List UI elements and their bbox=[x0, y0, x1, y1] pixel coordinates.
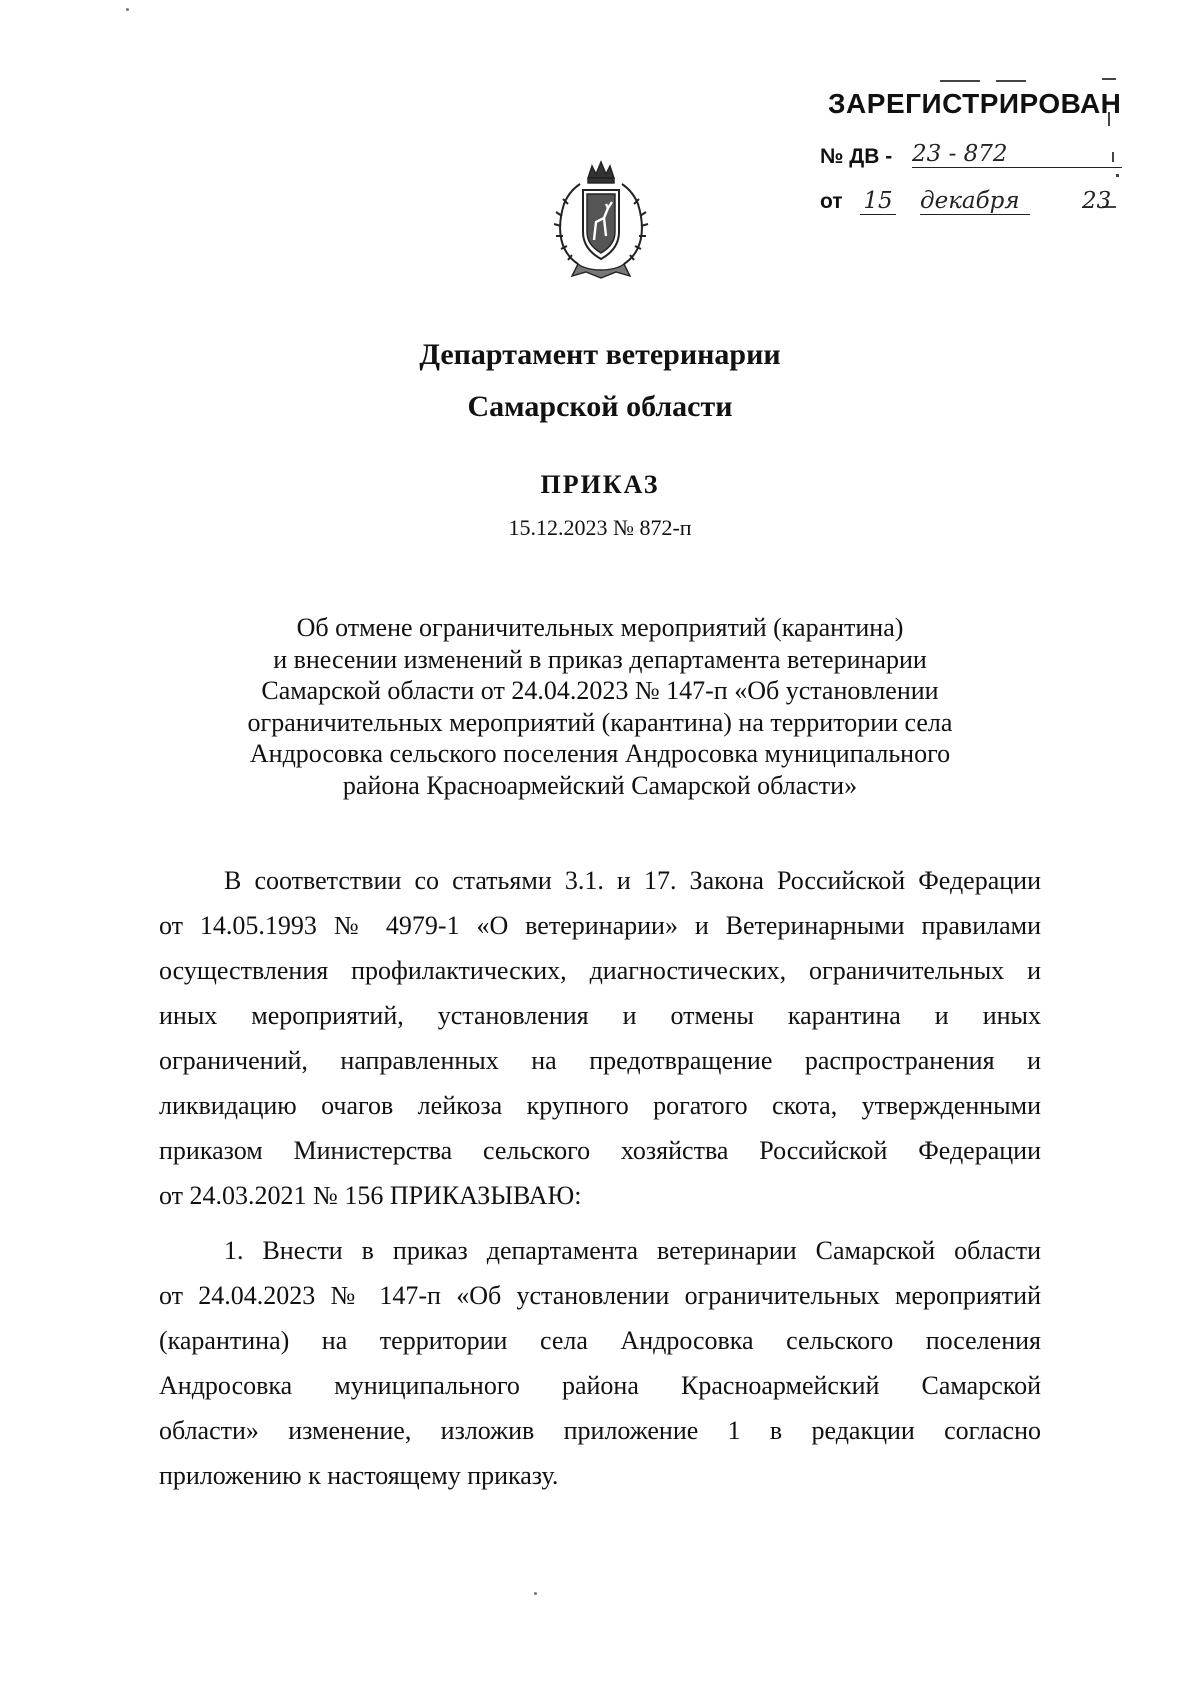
paragraph-line: от 14.05.1993 № 4979-1 «О ветеринарии» и Ветеринарными правилами bbox=[159, 911, 1041, 940]
paragraph-line: иных мероприятий, установления и отмены карантина и иных bbox=[159, 1001, 1041, 1030]
stamp-number-row bbox=[820, 141, 1008, 169]
subject-line: Самарской области от 24.04.2023 № 147-п «Об установлении bbox=[261, 676, 939, 705]
stamp-date-day: 15 bbox=[860, 188, 896, 215]
paragraph-line: ограничений, направленных на предотвращение распространения и bbox=[159, 1046, 1041, 1075]
stamp-date-row bbox=[820, 188, 1112, 214]
paragraph-line: от 24.03.2021 № 156 ПРИКАЗЫВАЮ: bbox=[159, 1181, 582, 1210]
stamp-date-month: декабря bbox=[920, 188, 1030, 215]
paragraph-line: 1. Внести в приказ департамента ветеринарии Самарской области bbox=[224, 1236, 1041, 1265]
paragraph-line: осуществления профилактических, диагностических, ограничительных и bbox=[159, 956, 1041, 985]
order-date-number: 15.12.2023 № 872-п bbox=[508, 515, 692, 540]
department-name-line2: Самарской области bbox=[467, 390, 733, 423]
preamble-paragraph bbox=[159, 858, 1041, 1218]
subject-line: района Красноармейский Самарской области» bbox=[342, 770, 858, 800]
coat-of-arms-drawing bbox=[548, 160, 654, 286]
scan-speck bbox=[126, 8, 129, 11]
scan-speck bbox=[534, 1592, 537, 1595]
stamp-edge-mark bbox=[940, 80, 980, 82]
order-subject bbox=[150, 612, 1050, 801]
order-label: ПРИКАЗ bbox=[540, 470, 660, 499]
paragraph-line: В соответствии со статьями 3.1. и 17. Закона Российской Федерации bbox=[224, 866, 1041, 895]
subject-line: Об отмене ограничительных мероприятий (карантина) bbox=[296, 613, 904, 642]
subject-line: Андросовка сельского поселения Андросовка муниципального bbox=[249, 739, 951, 768]
order-item-1 bbox=[159, 1228, 1041, 1498]
registration-stamp bbox=[820, 78, 1150, 228]
stamp-title: ЗАРЕГИСТРИРОВАН bbox=[828, 88, 1122, 119]
paragraph-line: приложению к настоящему приказу. bbox=[159, 1461, 559, 1490]
stamp-edge-mark bbox=[996, 80, 1026, 82]
stamp-number-prefix: № ДВ - bbox=[820, 145, 893, 168]
paragraph-line: (карантина) на территории села Андросовка сельского поселения bbox=[159, 1326, 1041, 1355]
stamp-edge-mark bbox=[1116, 174, 1119, 177]
subject-line: ограничительных мероприятий (карантина) на территории села bbox=[247, 707, 953, 737]
paragraph-line: Андросовка муниципального района Красноармейский Самарской bbox=[159, 1371, 1041, 1400]
stamp-date-prefix: от bbox=[820, 190, 843, 213]
paragraph-line: приказом Министерства сельского хозяйства Российской Федерации bbox=[159, 1136, 1041, 1165]
paragraph-line: области» изменение, изложив приложение 1 в редакции согласно bbox=[159, 1416, 1041, 1445]
samara-coat-of-arms-icon bbox=[548, 160, 654, 286]
paragraph-line: от 24.04.2023 № 147-п «Об установлении ограничительных мероприятий bbox=[159, 1281, 1041, 1310]
stamp-number-handwritten: 23 - 872 bbox=[912, 141, 1122, 168]
paragraph-line: ликвидацию очагов лейкоза крупного рогатого скота, утвержденными bbox=[159, 1091, 1041, 1120]
department-name-line1: Департамент ветеринарии bbox=[419, 338, 781, 371]
stamp-date-year: 23 bbox=[1082, 188, 1112, 214]
subject-line: и внесении изменений в приказ департамента ветеринарии bbox=[273, 644, 927, 674]
stamp-edge-mark bbox=[1102, 78, 1116, 80]
